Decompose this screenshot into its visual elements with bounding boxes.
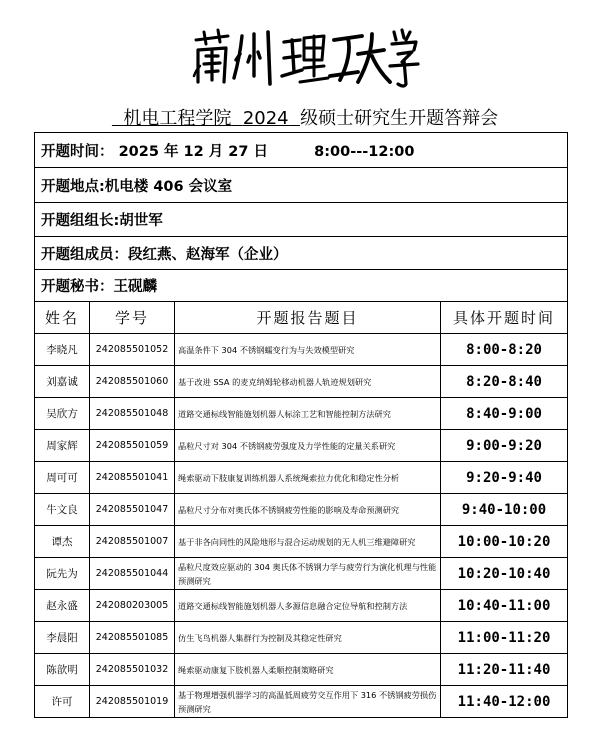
info-row-secretary [35, 270, 568, 302]
table-row [35, 366, 568, 398]
info-leader: 开题组组长:胡世军 [35, 203, 568, 237]
student-id: 242085501052 [90, 334, 175, 366]
table-row [35, 622, 568, 654]
table-row [35, 494, 568, 526]
table-row [35, 398, 568, 430]
info-row-members [35, 237, 568, 270]
student-id: 242085501044 [90, 558, 175, 590]
table-row [35, 558, 568, 590]
student-name: 周家辉 [35, 430, 90, 462]
table-row [35, 590, 568, 622]
student-id: 242085501059 [90, 430, 175, 462]
info-time-range: 8:00---12:00 [314, 143, 415, 160]
title-year: 2024 [242, 108, 289, 129]
student-id: 242085501048 [90, 398, 175, 430]
student-name: 吴欣方 [35, 398, 90, 430]
defense-time: 8:40-9:00 [441, 398, 568, 430]
student-id: 242085501007 [90, 526, 175, 558]
student-id: 242085501019 [90, 686, 175, 718]
student-name: 李晨阳 [35, 622, 90, 654]
table-row [35, 654, 568, 686]
info-row-time [35, 133, 568, 168]
info-time-label: 开题时间： [41, 143, 114, 160]
student-name: 谭杰 [35, 526, 90, 558]
student-name: 李晓凡 [35, 334, 90, 366]
table-row [35, 334, 568, 366]
defense-time: 10:40-11:00 [441, 590, 568, 622]
report-topic: 基于改进 SSA 的麦克纳姆轮移动机器人轨迹规划研究 [175, 366, 441, 398]
report-topic: 绳索驱动康复下肢机器人柔顺控制策略研究 [175, 654, 441, 686]
defense-time: 9:40-10:00 [441, 494, 568, 526]
report-topic: 道路交通标线智能施划机器人标涂工艺和智能控制方法研究 [175, 398, 441, 430]
table-row [35, 430, 568, 462]
student-name: 牛文良 [35, 494, 90, 526]
report-topic: 仿生飞鸟机器人集群行为控制及其稳定性研究 [175, 622, 441, 654]
report-topic: 晶粒尺寸分布对奥氏体不锈钢疲劳性能的影响及寿命预测研究 [175, 494, 441, 526]
info-time-cell [35, 133, 568, 168]
column-header-id: 学号 [90, 302, 175, 334]
defense-time: 9:20-9:40 [441, 462, 568, 494]
report-topic: 基于物理增强机器学习的高温低周疲劳交互作用下 316 不锈钢疲劳损伤预测研究 [175, 686, 441, 718]
info-time-date: 2025 年 12 月 27 日 [118, 143, 269, 160]
student-id: 242085501060 [90, 366, 175, 398]
column-header-time: 具体开题时间 [441, 302, 568, 334]
page-title [0, 104, 610, 130]
report-topic: 道路交通标线智能施划机器人多源信息融合定位导航和控制方法 [175, 590, 441, 622]
defense-time: 11:40-12:00 [441, 686, 568, 718]
university-calligraphy-logo [190, 26, 420, 90]
student-name: 阮先为 [35, 558, 90, 590]
defense-schedule-table [34, 132, 568, 718]
student-id: 242085501047 [90, 494, 175, 526]
defense-time: 11:00-11:20 [441, 622, 568, 654]
table-row [35, 686, 568, 718]
student-id: 242085501041 [90, 462, 175, 494]
report-topic: 晶粒尺寸对 304 不锈钢疲劳强度及力学性能的定量关系研究 [175, 430, 441, 462]
student-name: 赵永盛 [35, 590, 90, 622]
defense-time: 10:00-10:20 [441, 526, 568, 558]
report-topic: 绳索驱动下肢康复训练机器人系统绳索拉力优化和稳定性分析 [175, 462, 441, 494]
defense-time: 8:00-8:20 [441, 334, 568, 366]
table-row [35, 526, 568, 558]
title-rest: 级硕士研究生开题答辩会 [300, 108, 499, 129]
table-row [35, 462, 568, 494]
defense-time: 9:00-9:20 [441, 430, 568, 462]
student-id: 242085501085 [90, 622, 175, 654]
info-members: 开题组成员：段红燕、赵海军（企业） [35, 237, 568, 270]
info-secretary: 开题秘书：王砚麟 [35, 270, 568, 302]
report-topic: 晶粒尺度效应驱动的 304 奥氏体不锈钢力学与疲劳行为演化机理与性能预测研究 [175, 558, 441, 590]
title-year-blank [231, 108, 300, 129]
title-college: 机电工程学院 [123, 108, 232, 129]
defense-time: 10:20-10:40 [441, 558, 568, 590]
student-name: 周可可 [35, 462, 90, 494]
report-topic: 基于非各向同性的风险地形与混合运动规划的无人机三维避障研究 [175, 526, 441, 558]
table-header-row [35, 302, 568, 334]
column-header-topic: 开题报告题目 [175, 302, 441, 334]
report-topic: 高温条件下 304 不锈钢蠕变行为与失效模型研究 [175, 334, 441, 366]
defense-time: 11:20-11:40 [441, 654, 568, 686]
student-name: 许可 [35, 686, 90, 718]
student-name: 刘嘉诚 [35, 366, 90, 398]
title-college-blank [112, 108, 231, 129]
student-name: 陈歆明 [35, 654, 90, 686]
column-header-name: 姓名 [35, 302, 90, 334]
info-row-location [35, 168, 568, 203]
defense-time: 8:20-8:40 [441, 366, 568, 398]
student-id: 242080203005 [90, 590, 175, 622]
info-row-leader [35, 203, 568, 237]
info-location: 开题地点:机电楼 406 会议室 [35, 168, 568, 203]
student-id: 242085501032 [90, 654, 175, 686]
calligraphy-logo-graphic [190, 26, 420, 90]
